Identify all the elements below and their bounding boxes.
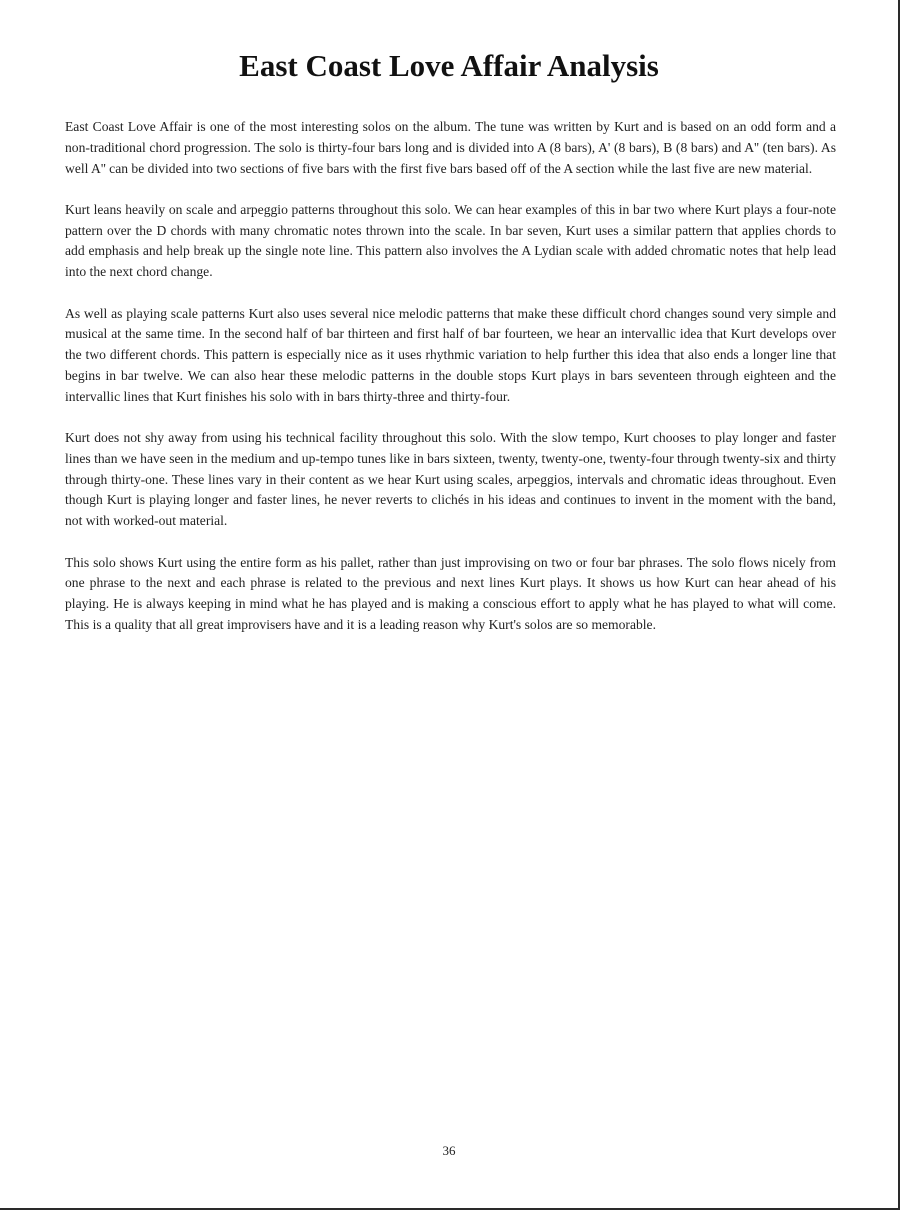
paragraph-technical-facility: Kurt does not shy away from using his technical facility throughout this solo. With the slow tempo, Kurt chooses to play longer and faster lines than we have seen in the medium and up-tempo tunes like in bars sixteen, twenty, twenty-one, twenty-four through twenty-six and thirty through thirty-one. These lines vary in their content as we hear Kurt using scales, arpeggios, intervals and chromatic ideas throughout. Even though Kurt is playing longer and faster lines, he never reverts to clichés in his ideas and continues to invent in the moment with the band, not with worked-out material.: [65, 430, 836, 529]
paragraph-form-as-pallet: This solo shows Kurt using the entire form as his pallet, rather than just improvising on two or four bar phrases. The solo flows nicely from one phrase to the next and each phrase is related to the previous and next lines Kurt plays. It shows us how Kurt can hear ahead of his playing. He is always keeping in mind what he has played and is making a conscious effort to apply what he has played to what will come. This is a quality that all great improvisers have and it is a leading reason why Kurt's solos are so memorable.: [65, 554, 836, 632]
paragraph-scale-patterns: Kurt leans heavily on scale and arpeggio patterns throughout this solo. We can hear examples of this in bar two where Kurt plays a four-note pattern over the D chords with many chromatic notes thrown into the scale. In bar seven, Kurt uses a similar pattern that applies chords to add emphasis and help break up the single note line. This pattern also involves the A Lydian scale with added chromatic notes that help lead into the next chord change.: [65, 201, 836, 280]
paragraph-melodic-patterns: As well as playing scale patterns Kurt also uses several nice melodic patterns that make these difficult chord changes sound very simple and musical at the same time. In the second half of bar thirteen and first half of bar fourteen, we hear an intervallic idea that Kurt develops over the two different chords. This pattern is especially nice as it uses rhythmic variation to help further this idea that also ends a longer line that begins in bar twelve. We can also hear these melodic patterns in the double stops Kurt plays in bars seventeen through eighteen and the intervallic lines that Kurt finishes his solo with in bars thirty-three and thirty-four.: [65, 305, 836, 404]
page-number: 36: [442, 1143, 456, 1158]
page-title: East Coast Love Affair Analysis: [239, 48, 659, 83]
paragraph-form-overview: East Coast Love Affair is one of the most interesting solos on the album. The tune was written by Kurt and is based on an odd form and a non-traditional chord progression. The solo is thirty-four bars long and is divided into A (8 bars), A' (8 bars), B (8 bars) and A'' (ten bars). As well A'' can be divided into two sections of five bars with the first five bars based off of the A section while the last five are new material.: [65, 119, 836, 176]
article-body: [65, 117, 836, 656]
